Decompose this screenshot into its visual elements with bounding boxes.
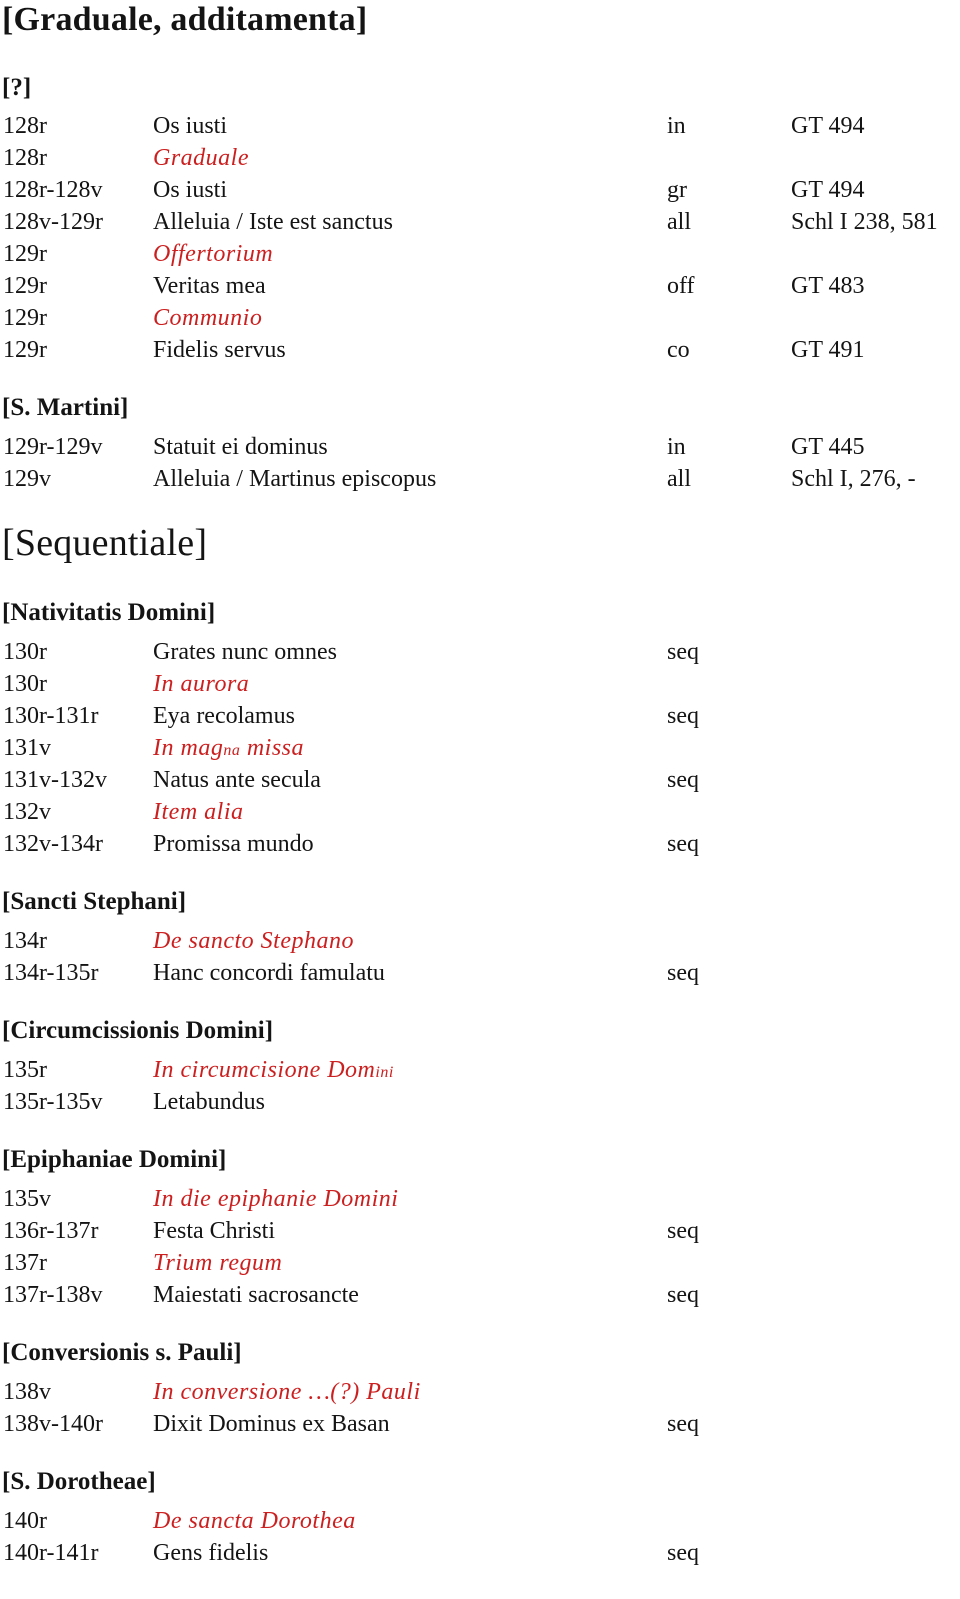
table-row [0,957,960,989]
table-row [0,270,960,302]
folio-cell: 132v-134r [3,831,103,857]
table-row [0,174,960,206]
table-row [0,1537,960,1569]
table-row [0,828,960,860]
genre-cell: in [667,434,686,460]
page-title: [Graduale, additamenta] [2,1,368,38]
table-row [0,110,960,142]
table-row [0,636,960,668]
chant-text: Maiestati sacrosancte [153,1282,359,1308]
rubric-text: Trium regum [153,1250,283,1276]
rubric-text [153,1054,394,1089]
chant-text: Gens fidelis [153,1540,269,1566]
table-row [0,668,960,700]
source-cell: GT 483 [791,273,865,299]
section-heading: [Nativitatis Domini] [2,599,216,626]
folio-cell: 129r [3,273,47,299]
source-cell: GT 491 [791,337,865,363]
genre-cell: seq [667,1282,699,1308]
folio-cell: 129r [3,337,47,363]
genre-cell: co [667,337,690,363]
folio-cell: 129r-129v [3,434,103,460]
folio-cell: 137r-138v [3,1282,103,1308]
table-row [0,431,960,463]
chant-text: Fidelis servus [153,337,286,363]
rubric-text: In aurora [153,671,250,697]
chant-text: Eya recolamus [153,703,295,729]
chant-text: Statuit ei dominus [153,434,328,460]
table-row [0,238,960,270]
folio-cell: 135r-135v [3,1089,103,1115]
section-heading: [Circumcissionis Domini] [2,1017,274,1044]
rubric-text: Graduale [153,145,249,171]
table-row [0,700,960,732]
table-row [0,1279,960,1311]
rubric-abbrev: na [223,742,241,759]
section-heading: [S. Martini] [2,394,129,421]
folio-cell: 131v [3,735,51,761]
source-cell: Schl I, 276, - [791,466,916,492]
rubric-text: De sancta Dorothea [153,1508,356,1534]
folio-cell: 135r [3,1057,47,1083]
section-heading: [?] [2,74,32,101]
chant-text: Festa Christi [153,1218,276,1244]
chant-text: Promissa mundo [153,831,314,857]
rubric-part: missa [240,735,305,761]
genre-cell: seq [667,767,699,793]
chant-text: Os iusti [153,113,228,139]
rubric-text: Offertorium [153,241,274,267]
rubric-text [153,732,304,767]
chant-text: Grates nunc omnes [153,639,337,665]
genre-cell: gr [667,177,687,203]
folio-cell: 130r [3,639,47,665]
folio-cell: 138v [3,1379,51,1405]
table-row [0,1215,960,1247]
genre-cell: all [667,209,691,235]
chant-text: Hanc concordi famulatu [153,960,385,986]
table-row [0,1376,960,1408]
table-row [0,463,960,495]
chant-text: Natus ante secula [153,767,321,793]
folio-cell: 129v [3,466,51,492]
table-row [0,1086,960,1118]
rubric-abbrev: ini [375,1064,394,1081]
rubric-part: In circumcisione Dom [153,1057,376,1083]
genre-cell: off [667,273,695,299]
section-heading: [S. Dorotheae] [2,1468,156,1495]
folio-cell: 136r-137r [3,1218,99,1244]
folio-cell: 140r-141r [3,1540,99,1566]
folio-cell: 135v [3,1186,51,1212]
folio-cell: 140r [3,1508,47,1534]
genre-cell: seq [667,703,699,729]
table-row [0,1505,960,1537]
folio-cell: 131v-132v [3,767,107,793]
source-cell: GT 494 [791,177,865,203]
genre-cell: seq [667,1218,699,1244]
table-row [0,1183,960,1215]
table-row [0,732,960,764]
rubric-text: Item alia [153,799,244,825]
genre-cell: all [667,466,691,492]
genre-cell: in [667,113,686,139]
table-row [0,764,960,796]
genre-cell: seq [667,1540,699,1566]
folio-cell: 128r-128v [3,177,103,203]
chant-text: Alleluia / Iste est sanctus [153,209,393,235]
genre-cell: seq [667,960,699,986]
folio-cell: 134r-135r [3,960,99,986]
section-heading: [Conversionis s. Pauli] [2,1339,242,1366]
table-row [0,302,960,334]
folio-cell: 137r [3,1250,47,1276]
table-row [0,796,960,828]
chant-text: Alleluia / Martinus episcopus [153,466,437,492]
source-cell: GT 445 [791,434,865,460]
folio-cell: 138v-140r [3,1411,103,1437]
folio-cell: 130r-131r [3,703,99,729]
genre-cell: seq [667,831,699,857]
genre-cell: seq [667,639,699,665]
folio-cell: 129r [3,305,47,331]
rubric-part: In mag [153,735,224,761]
table-row [0,925,960,957]
section-heading: [Epiphaniae Domini] [2,1146,227,1173]
folio-cell: 128r [3,145,47,171]
folio-cell: 129r [3,241,47,267]
table-row [0,142,960,174]
table-row [0,1408,960,1440]
section-heading: [Sancti Stephani] [2,888,187,915]
rubric-text: In conversione …(?) Pauli [153,1379,421,1405]
folio-cell: 130r [3,671,47,697]
chant-text: Veritas mea [153,273,266,299]
chant-text: Letabundus [153,1089,265,1115]
rubric-text: In die epiphanie Domini [153,1186,399,1212]
folio-cell: 128r [3,113,47,139]
chant-text: Dixit Dominus ex Basan [153,1411,390,1437]
folio-cell: 132v [3,799,51,825]
rubric-text: Communio [153,305,263,331]
table-row [0,206,960,238]
source-cell: Schl I 238, 581 [791,209,938,235]
table-row [0,334,960,366]
table-row [0,1247,960,1279]
chant-text: Os iusti [153,177,228,203]
rubric-text: De sancto Stephano [153,928,354,954]
section-title: [Sequentiale] [2,522,208,564]
folio-cell: 134r [3,928,47,954]
genre-cell: seq [667,1411,699,1437]
table-row [0,1054,960,1086]
source-cell: GT 494 [791,113,865,139]
folio-cell: 128v-129r [3,209,103,235]
